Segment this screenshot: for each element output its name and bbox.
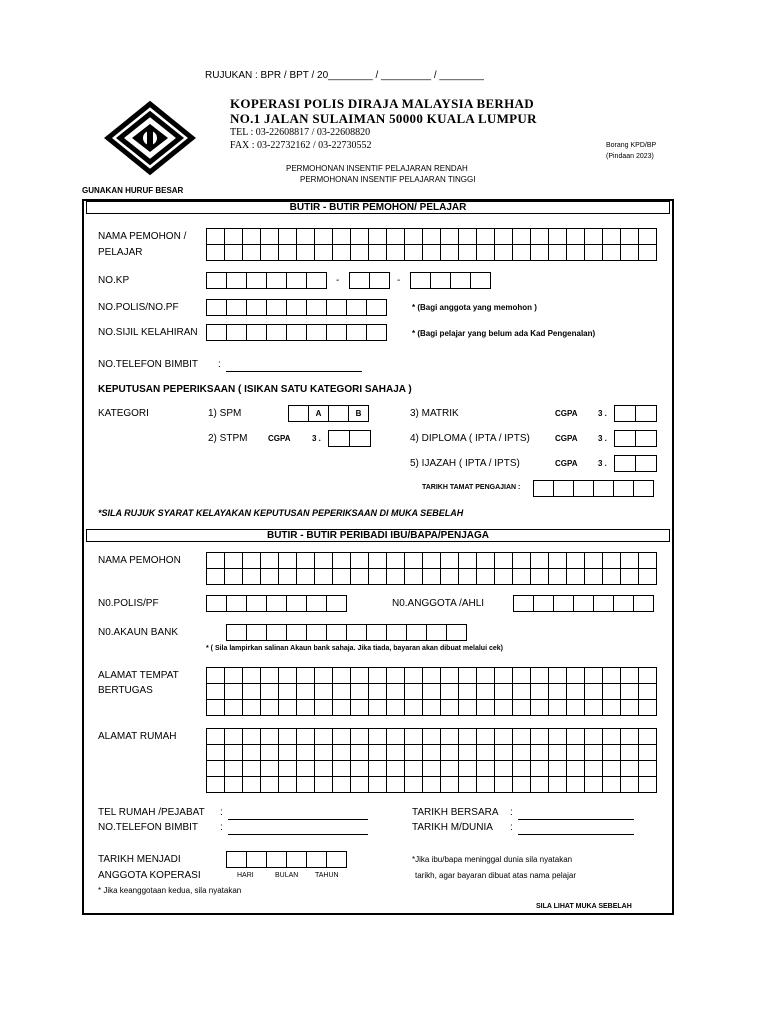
section2-title: BUTIR - BUTIR PERIBADI IBU/BAPA/PENJAGA [86,529,670,542]
tarikh-bersara-colon: : [510,807,513,818]
stpm-cgpa-prefix: 3 . [312,434,321,443]
org-address: NO.1 JALAN SULAIMAN 50000 KUALA LUMPUR [230,111,537,126]
nama-pelajar-boxes[interactable] [206,228,657,261]
tarikh-bersara-input-line[interactable] [518,819,634,820]
nopolis-note: * (Bagi anggota yang memohon ) [412,303,537,312]
nokp-boxes-2[interactable] [349,272,390,289]
option-stpm: 2) STPM [208,433,248,444]
stpm-cgpa-label: CGPA [268,434,291,443]
use-capitals-note: GUNAKAN HURUF BESAR [82,186,184,195]
meninggal-note-2: tarikh, agar bayaran dibuat atas nama pelajar [415,871,576,880]
parent-nopolis-label: N0.POLIS/PF [98,598,159,609]
option-ijazah: 5) IJAZAH ( IPTA / IPTS) [410,458,520,469]
meninggal-note-1: *Jika ibu/bapa meninggal dunia sila nyatakan [412,855,573,864]
tel-rumah-input-line[interactable] [228,819,368,820]
nama-pemohon-label: NAMA PEMOHON [98,555,181,566]
nokp-dash-2: - [397,275,401,286]
akaun-note: * ( Sila lampirkan salinan Akaun bank sahaja. Jika tiada, bayaran akan dibuat melalui cek) [206,645,503,652]
tarikh-menjadi-label-2: ANGGOTA KOPERASI [98,870,201,881]
nokp-boxes-3[interactable] [410,272,491,289]
parent-telefon-colon: : [220,822,223,833]
nama-label-2: PELAJAR [98,247,143,258]
nokp-boxes-1[interactable] [206,272,327,289]
telefon-input-line[interactable] [226,371,362,372]
alamat-tugas-label-2: BERTUGAS [98,685,153,696]
alamat-rumah-label: ALAMAT RUMAH [98,731,177,742]
diploma-cgpa-boxes[interactable] [614,430,657,447]
org-tel: TEL : 03-22608817 / 03-22608820 [230,127,371,138]
sijil-boxes[interactable] [206,324,387,341]
parent-nopolis-boxes[interactable] [206,595,347,612]
matrik-cgpa-prefix: 3 . [598,409,607,418]
nokp-dash-1: - [336,275,340,286]
form-revision: (Pindaan 2023) [606,153,654,160]
diploma-cgpa-prefix: 3 . [598,434,607,443]
matrik-cgpa-label: CGPA [555,409,578,418]
bulan-label: BULAN [275,872,299,879]
sijil-label: NO.SIJIL KELAHIRAN [98,327,198,338]
option-diploma: 4) DIPLOMA ( IPTA / IPTS) [410,433,530,444]
alamat-rumah-boxes[interactable] [206,728,657,793]
anggota-boxes[interactable] [513,595,654,612]
org-name: KOPERASI POLIS DIRAJA MALAYSIA BERHAD [230,96,534,111]
tarikh-bersara-label: TARIKH BERSARA [412,807,499,818]
stpm-cgpa-boxes[interactable] [328,430,371,447]
tahun-label: TAHUN [315,872,339,879]
ijazah-cgpa-label: CGPA [555,459,578,468]
grade-b-box[interactable]: B [349,406,369,422]
form-title-1: PERMOHONAN INSENTIF PELAJARAN RENDAH [286,164,468,173]
spm-grade-boxes[interactable] [288,405,369,422]
akaun-label: N0.AKAUN BANK [98,627,179,638]
tarikh-tamat-label: TARIKH TAMAT PENGAJIAN : [422,484,521,491]
footer-note: SILA LIHAT MUKA SEBELAH [536,903,632,910]
diploma-cgpa-label: CGPA [555,434,578,443]
nopolis-boxes[interactable] [206,299,387,316]
org-fax: FAX : 03-22732162 / 03-22730552 [230,140,372,151]
matrik-cgpa-boxes[interactable] [614,405,657,422]
section1-title: BUTIR - BUTIR PEMOHON/ PELAJAR [86,201,670,214]
tarikh-menjadi-label-1: TARIKH MENJADI [98,854,181,865]
grade-a-box[interactable]: A [309,406,329,422]
form-code: Borang KPD/BP [606,142,657,149]
tarikh-menjadi-boxes[interactable] [226,851,347,868]
parent-telefon-input-line[interactable] [228,834,368,835]
ijazah-cgpa-boxes[interactable] [614,455,657,472]
nokp-label: NO.KP [98,275,130,286]
alamat-tugas-boxes[interactable] [206,667,657,716]
tarikh-mdunia-input-line[interactable] [518,834,634,835]
tarikh-mdunia-label: TARIKH M/DUNIA [412,822,493,833]
keputusan-heading: KEPUTUSAN PEPERIKSAAN ( ISIKAN SATU KATEGORI SAHAJA ) [98,384,412,395]
hari-label: HARI [237,872,254,879]
nama-label-1: NAMA PEMOHON / [98,231,187,242]
akaun-boxes[interactable] [226,624,467,641]
parent-telefon-label: NO.TELEFON BIMBIT [98,822,199,833]
ijazah-cgpa-prefix: 3 . [598,459,607,468]
option-matrik: 3) MATRIK [410,408,459,419]
kategori-label: KATEGORI [98,408,149,419]
tarikh-tamat-boxes[interactable] [533,480,654,497]
kelayakan-note: *SILA RUJUK SYARAT KELAYAKAN KEPUTUSAN PEPERIKSAAN DI MUKA SEBELAH [98,508,464,518]
tel-rumah-label: TEL RUMAH /PEJABAT [98,807,205,818]
tarikh-mdunia-colon: : [510,822,513,833]
keanggotaan-note: * Jika keanggotaan kedua, sila nyatakan [98,886,242,895]
alamat-tugas-label-1: ALAMAT TEMPAT [98,670,179,681]
telefon-label: NO.TELEFON BIMBIT [98,359,199,370]
form-title-2: PERMOHONAN INSENTIF PELAJARAN TINGGI [300,175,476,184]
nopolis-label: NO.POLIS/NO.PF [98,302,179,313]
nama-pemohon-boxes[interactable] [206,552,657,585]
koperasi-logo-icon [102,100,198,176]
tel-rumah-colon: : [220,807,223,818]
anggota-label: N0.ANGGOTA /AHLI [392,598,485,609]
option-spm: 1) SPM [208,408,242,419]
telefon-colon: : [218,359,221,370]
reference-line: RUJUKAN : BPR / BPT / 20________ / _________ / ________ [205,70,484,81]
sijil-note: * (Bagi pelajar yang belum ada Kad Pengenalan) [412,329,596,338]
